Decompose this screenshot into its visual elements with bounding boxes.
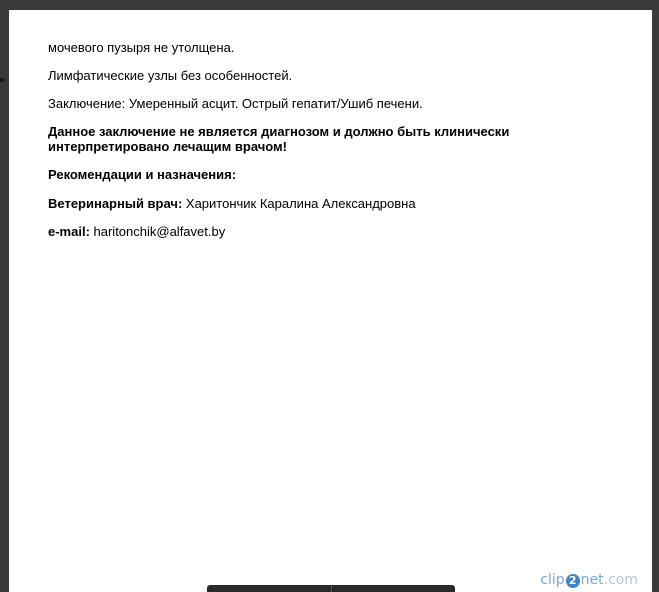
vet-label: Ветеринарный врач: xyxy=(48,196,183,211)
clip2net-watermark xyxy=(540,572,638,588)
disclaimer-text xyxy=(48,124,628,154)
email-value[interactable]: haritonchik@alfavet.by xyxy=(89,224,226,239)
bladder-wall-text: мочевого пузыря не утолщена. xyxy=(48,40,235,55)
toolbar-segment-right[interactable] xyxy=(332,585,456,592)
document-page xyxy=(9,10,652,592)
watermark-part-net: net xyxy=(580,572,604,588)
watermark-two-badge: 2 xyxy=(566,574,580,588)
conclusion-text: Заключение: Умеренный асцит. Острый гепатит/Ушиб печени. xyxy=(48,96,423,111)
bottom-toolbar[interactable] xyxy=(207,585,455,592)
recommendations-heading: Рекомендации и назначения: xyxy=(48,167,237,182)
email-line xyxy=(48,224,628,239)
vet-name: Харитончик Каралина Александровна xyxy=(182,196,416,211)
scroll-marker xyxy=(0,78,4,82)
email-label: e-mail: xyxy=(48,224,90,239)
disclaimer-line-1: Данное заключение не является диагнозом и должно быть клинически xyxy=(48,124,510,139)
vet-signature xyxy=(48,196,628,211)
watermark-part-clip: clip xyxy=(540,572,565,588)
page-content xyxy=(48,40,628,252)
disclaimer-line-2: интерпретировано лечащим врачом! xyxy=(48,139,287,154)
watermark-part-com: .com xyxy=(603,572,638,588)
lymph-nodes-text: Лимфатические узлы без особенностей. xyxy=(48,68,293,83)
toolbar-segment-left[interactable] xyxy=(207,585,332,592)
